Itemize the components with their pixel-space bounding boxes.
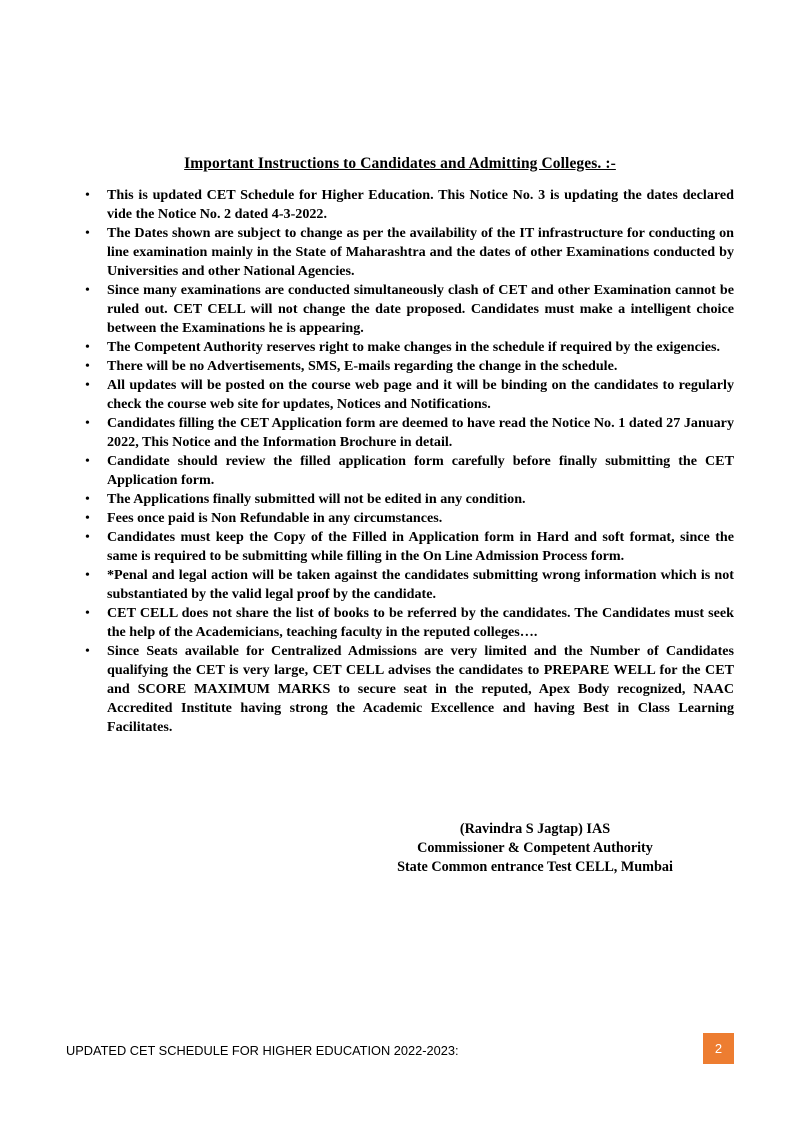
bullet-icon: • (85, 454, 90, 469)
page-number-badge (703, 1033, 734, 1064)
list-item (84, 604, 734, 642)
signature-block (370, 820, 700, 877)
footer-text: UPDATED CET SCHEDULE FOR HIGHER EDUCATION 2022-2023: (66, 1043, 459, 1058)
list-item (84, 509, 734, 528)
instruction-text: The Competent Authority reserves right to make changes in the schedule if required by the exigencies. (107, 339, 721, 355)
instruction-text: Candidates filling the CET Application form are deemed to have read the Notice No. 1 dated 27 January 2022, This Notice and the Information Brochure in detail. (107, 415, 734, 450)
page-number: 2 (714, 1041, 723, 1056)
instruction-text: All updates will be posted on the course web page and it will be binding on the candidates to regularly check the course web site for updates, Notices and Notifications. (107, 377, 734, 412)
signatory-office: State Common entrance Test CELL, Mumbai (397, 859, 673, 875)
instruction-text: *Penal and legal action will be taken against the candidates submitting wrong information which is not substantiated by the valid legal proof by the candidate. (107, 567, 734, 602)
instruction-text: Candidates must keep the Copy of the Filled in Application form in Hard and soft format, since the same is required to be submitting while filling in the On Line Admission Process form. (107, 529, 734, 564)
list-item (84, 642, 734, 737)
list-item (84, 357, 734, 376)
list-item (84, 490, 734, 509)
bullet-icon: • (85, 340, 90, 355)
list-item (84, 452, 734, 490)
bullet-icon: • (85, 492, 90, 507)
list-item (84, 414, 734, 452)
bullet-icon: • (85, 606, 90, 621)
bullet-icon: • (85, 511, 90, 526)
instruction-text: The Dates shown are subject to change as per the availability of the IT infrastructure for conducting on line examination mainly in the State of Maharashtra and the dates of other Examinations conducted by Universities and other National Agencies. (107, 225, 734, 279)
list-item (84, 281, 734, 338)
list-item (84, 566, 734, 604)
bullet-icon: • (85, 359, 90, 374)
list-item (84, 338, 734, 357)
bullet-icon: • (85, 530, 90, 545)
bullet-icon: • (85, 568, 90, 583)
instruction-text: Candidate should review the filled application form carefully before finally submitting the CET Application form. (107, 453, 734, 488)
bullet-icon: • (85, 283, 90, 298)
bullet-icon: • (85, 188, 90, 203)
signatory-name: (Ravindra S Jagtap) IAS (459, 821, 611, 837)
bullet-icon: • (85, 644, 90, 659)
instruction-text: The Applications finally submitted will not be edited in any condition. (107, 491, 526, 507)
list-item (84, 376, 734, 414)
instruction-text: Since many examinations are conducted simultaneously clash of CET and other Examination cannot be ruled out. CET CELL will not change the date proposed. Candidates must make a intelligent choice between the Examinations he is appearing. (107, 282, 734, 336)
bullet-icon: • (85, 416, 90, 431)
instruction-text: CET CELL does not share the list of books to be referred by the candidates. The Candidates must seek the help of the Academicians, teaching faculty in the reputed colleges…. (107, 605, 734, 640)
instruction-text: Since Seats available for Centralized Admissions are very limited and the Number of Candidates qualifying the CET is very large, CET CELL advises the candidates to PREPARE WELL for the CET and SCORE MAXIMUM MARKS to secure seat in the reputed, Apex Body recognized, NAAC Accredited Institute having strong the Academic Excellence and having Best in Class Learning Facilitates. (107, 643, 734, 735)
list-item (84, 186, 734, 224)
bullet-icon: • (85, 378, 90, 393)
list-item (84, 224, 734, 281)
instructions-list (84, 186, 734, 737)
instruction-text: There will be no Advertisements, SMS, E-mails regarding the change in the schedule. (107, 358, 618, 374)
instruction-text: Fees once paid is Non Refundable in any circumstances. (107, 510, 443, 526)
page-title: Important Instructions to Candidates and Admitting Colleges. :- (184, 155, 616, 172)
list-item (84, 528, 734, 566)
instruction-text: This is updated CET Schedule for Higher Education. This Notice No. 3 is updating the dates declared vide the Notice No. 2 dated 4-3-2022. (107, 187, 734, 222)
signatory-designation: Commissioner & Competent Authority (417, 840, 653, 856)
bullet-icon: • (85, 226, 90, 241)
